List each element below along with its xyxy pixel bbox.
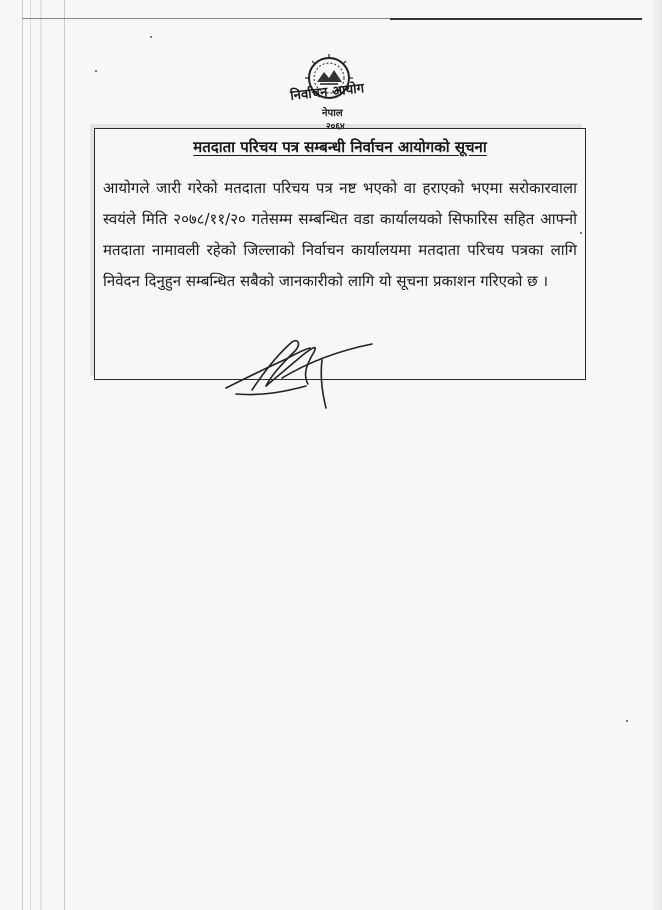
signature-icon <box>222 330 382 415</box>
scan-edge-artifact <box>0 0 70 910</box>
scan-speck <box>626 720 628 722</box>
scan-speck <box>95 70 97 72</box>
notice-title: मतदाता परिचय पत्र सम्बन्धी निर्वाचन आयोगको सूचना <box>193 138 487 156</box>
top-border-line-dark <box>390 18 642 20</box>
emblem-year: २०६४ <box>326 122 345 132</box>
scan-speck <box>580 232 582 234</box>
notice-body: आयोगले जारी गरेको मतदाता परिचय पत्र नष्ट भएको वा हराएको भएमा सरोकारवाला स्वयंले मिति २०७८/११/२० गतेसम्म सम्बन्धित वडा कार्यालयको सिफारिस सहित आफ्नो मतदाता नामावली रहेको जिल्लाको निर्वाचन कार्यालयमा मतदाता परिचय पत्रका लागि निवेदन दिनुहुन सम्बन्धित सबैको जानकारीको लागि यो सूचना प्रकाशन गरिएको छ । <box>103 179 577 290</box>
scan-speck <box>150 36 152 38</box>
right-edge-shadow <box>650 0 662 910</box>
emblem-country: नेपाल <box>322 108 343 119</box>
emblem-label: निर्वाचन आयोग <box>289 81 366 104</box>
